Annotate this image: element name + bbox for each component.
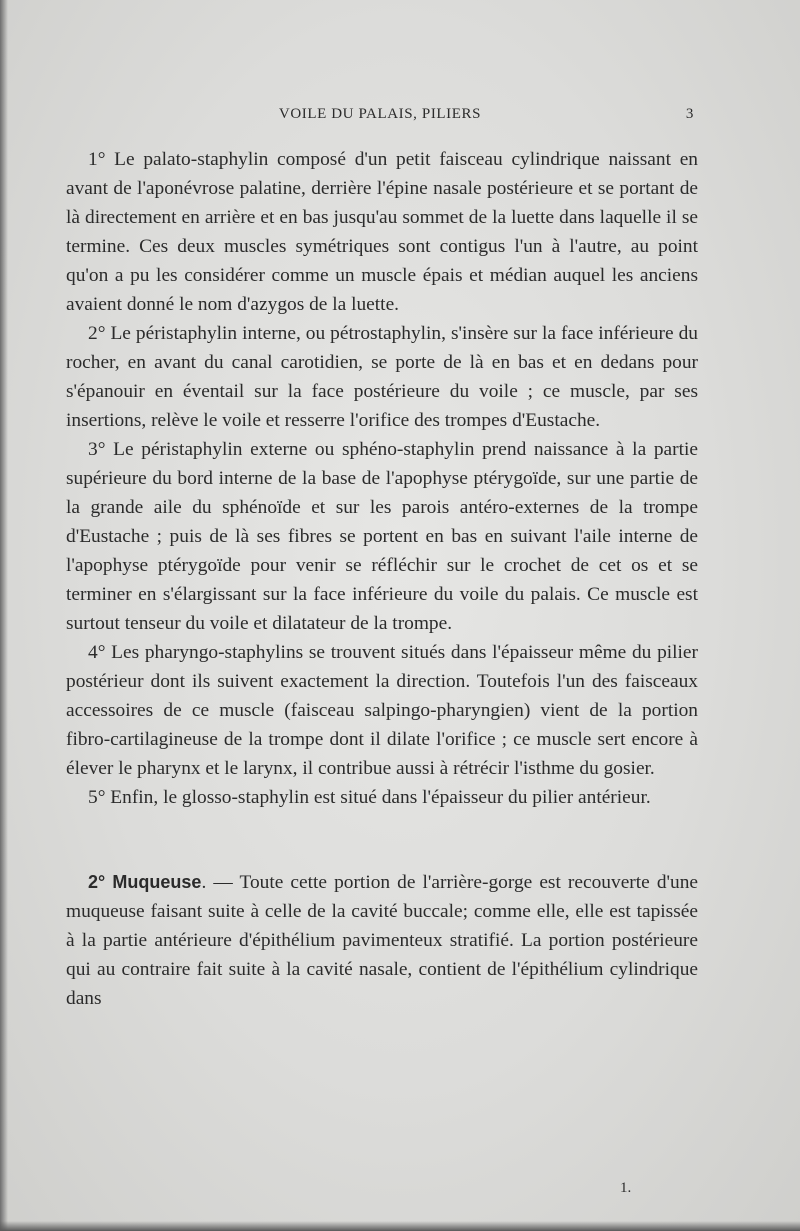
page-number: 3	[685, 106, 694, 122]
running-header	[66, 106, 694, 132]
paragraph-muqueuse	[66, 868, 698, 1013]
section-heading-muqueuse: 2° Muqueuse	[88, 872, 202, 892]
paragraph-pharyngo-staphylins	[66, 638, 698, 783]
signature-mark: 1.	[620, 1180, 632, 1196]
paragraph-text: . — Toute cette portion de l'arrière-gorge est recouverte d'une muqueuse faisant suite à celle de la cavité buccale; comme elle, elle est tapissée à la partie antérieure d'épithélium pavimenteux stratifié. La portion postérieure qui au contraire fait suite à la cavité nasale, contient de l'épithélium cylindrique dans	[66, 872, 699, 1009]
paragraph-palato-staphylin	[66, 145, 698, 319]
paragraph-text: 3° Le péristaphylin externe ou sphéno-staphylin prend naissance à la partie supérieure du bord interne de la base de l'apophyse ptérygoïde, sur une partie de la grande aile du sphénoïde et sur les parois antéro-externes de la trompe d'Eustache ; puis de là ses fibres se portent en bas en suivant l'aile interne de l'apophyse ptérygoïde pour venir se réfléchir sur le crochet de cet os et se terminer en s'élargissant sur la face inférieure du voile du palais. Ce muscle est surtout tenseur du voile et dilatateur de la trompe.	[66, 439, 698, 634]
paragraph-peristaphylin-interne	[66, 319, 698, 435]
body-text	[66, 145, 698, 1013]
paragraph-peristaphylin-externe	[66, 435, 698, 638]
paragraph-text: 5° Enfin, le glosso-staphylin est situé dans l'épaisseur du pilier antérieur.	[88, 787, 651, 808]
paragraph-text: 1° Le palato-staphylin composé d'un petit faisceau cylindrique naissant en avant de l'aponévrose palatine, derrière l'épine nasale postérieure et se portant de là directement en arrière et en bas jusqu'au sommet de la luette dans laquelle il se termine. Ces deux muscles symétriques sont contigus l'un à l'autre, au point qu'on a pu les considérer comme un muscle épais et médian auquel les anciens avaient donné le nom d'azygos de la luette.	[66, 149, 698, 315]
paragraph-text: 4° Les pharyngo-staphylins se trouvent situés dans l'épaisseur même du pilier postérieur dont ils suivent exactement la direction. Toutefois l'un des faisceaux accessoires de ce muscle (faisceau salpingo-pharyngien) vient de la portion fibro-cartilagineuse de la trompe dont il dilate l'orifice ; ce muscle sert encore à élever le pharynx et le larynx, il contribue aussi à rétrécir l'isthme du gosier.	[66, 642, 698, 779]
page-bottom-shadow	[0, 1221, 800, 1231]
running-title: VOILE DU PALAIS, PILIERS	[278, 106, 482, 122]
paragraph-glosso-staphylin	[66, 783, 698, 812]
page-left-shadow	[0, 0, 8, 1231]
paragraph-text: 2° Le péristaphylin interne, ou pétrostaphylin, s'insère sur la face inférieure du rocher, en avant du canal carotidien, se porte de là en bas et en dedans pour s'épanouir en éventail sur la face postérieure du voile ; ce muscle, par ses insertions, relève le voile et resserre l'orifice des trompes d'Eustache.	[66, 323, 698, 431]
